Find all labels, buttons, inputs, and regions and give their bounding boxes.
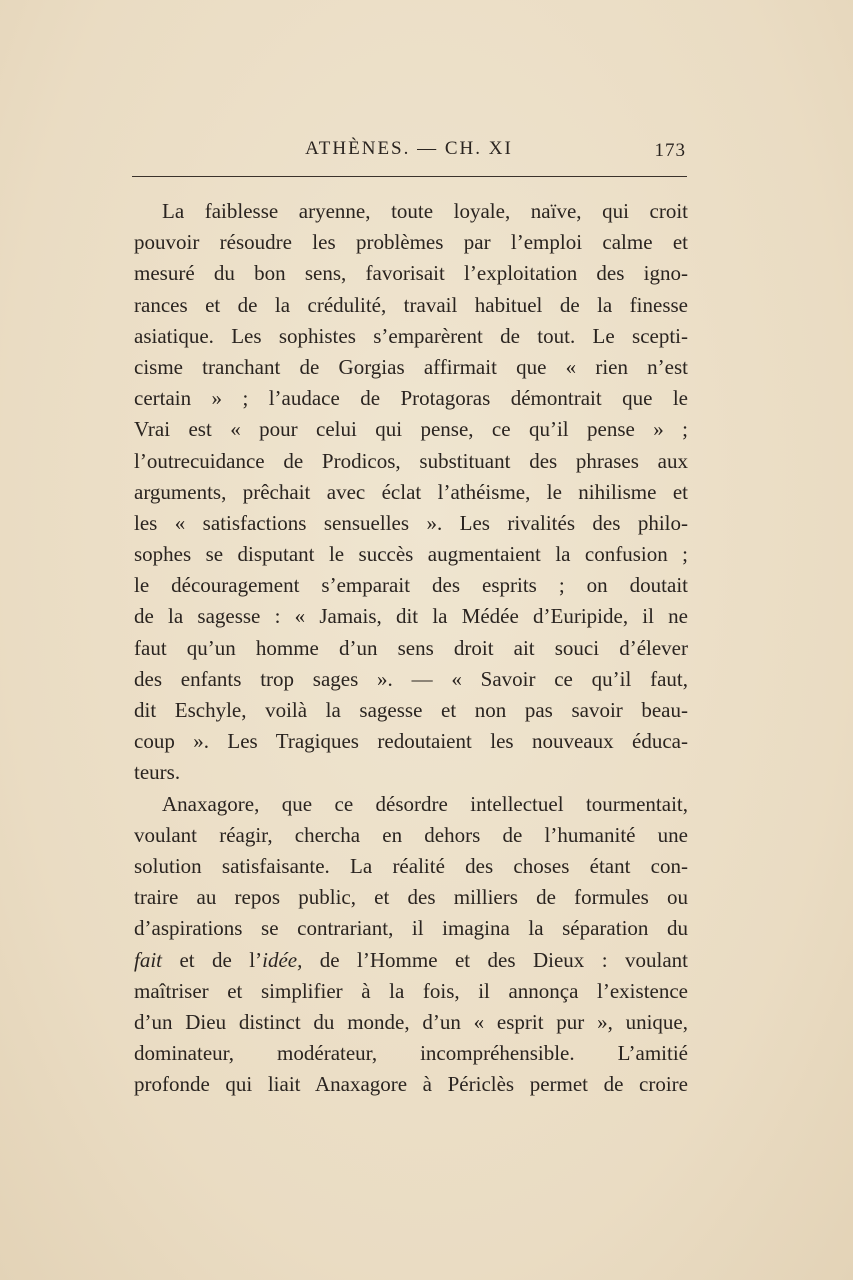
text-line: des enfants trop sages ». — « Savoir ce qu’il faut, [134, 666, 688, 691]
italic-word: fait [134, 947, 163, 972]
text-line: cisme tranchant de Gorgias affirmait que « rien n’est [134, 354, 688, 379]
header-rule [132, 176, 687, 177]
text-line: l’outrecuidance de Prodicos, substituant des phrases aux [134, 448, 688, 473]
text-line: teurs. [134, 760, 181, 785]
text-line: coup ». Les Tragiques redoutaient les nouveaux éduca- [134, 729, 688, 754]
italic-word: idée, [262, 947, 303, 972]
text-line: rances et de la crédulité, travail habituel de la finesse [134, 292, 688, 317]
text-line: sophes se disputant le succès augmentaient la confusion ; [134, 542, 688, 567]
text-line: pouvoir résoudre les problèmes par l’emploi calme et [134, 230, 688, 255]
text-line: de la sagesse : « Jamais, dit la Médée d’Euripide, il ne [134, 604, 688, 629]
text-line: arguments, prêchait avec éclat l’athéisme, le nihilisme et [134, 479, 688, 504]
text-line: d’un Dieu distinct du monde, d’un « esprit pur », unique, [134, 1009, 688, 1034]
text-line: le découragement s’emparait des esprits ; on doutait [134, 573, 688, 598]
text-line: asiatique. Les sophistes s’emparèrent de tout. Le scepti- [134, 323, 688, 348]
text-line: les « satisfactions sensuelles ». Les rivalités des philo- [134, 510, 688, 535]
page-number: 173 [654, 140, 686, 161]
text-line: Anaxagore, que ce désordre intellectuel tourmentait, [162, 791, 688, 816]
text-line-with-italics: fait et de l’idée, de l’Homme et des Dieux : voulant [134, 947, 688, 972]
text-line: Vrai est « pour celui qui pense, ce qu’il pense » ; [134, 417, 688, 442]
text-line: traire au repos public, et des milliers de formules ou [134, 885, 688, 910]
text-line: La faiblesse aryenne, toute loyale, naïve, qui croit [162, 199, 688, 223]
running-title: ATHÈNES. — CH. XI [305, 138, 513, 159]
text-line: dominateur, modérateur, incompréhensible. L’amitié [134, 1041, 688, 1066]
text-line: profonde qui liait Anaxagore à Périclès permet de croire [134, 1072, 688, 1097]
text-line: certain » ; l’audace de Protagoras démontrait que le [134, 386, 688, 411]
text-line: d’aspirations se contrariant, il imagina la séparation du [134, 916, 688, 941]
body-text [134, 196, 688, 1100]
text-line: maîtriser et simplifier à la fois, il annonça l’existence [134, 978, 688, 1003]
text-line: solution satisfaisante. La réalité des choses étant con- [134, 853, 688, 878]
text-line: faut qu’un homme d’un sens droit ait souci d’élever [134, 635, 688, 660]
text-line: mesuré du bon sens, favorisait l’exploitation des igno- [134, 261, 688, 286]
running-head [132, 138, 686, 164]
text-line: dit Eschyle, voilà la sagesse et non pas savoir beau- [134, 698, 688, 722]
text-line: voulant réagir, chercha en dehors de l’humanité une [134, 822, 688, 847]
